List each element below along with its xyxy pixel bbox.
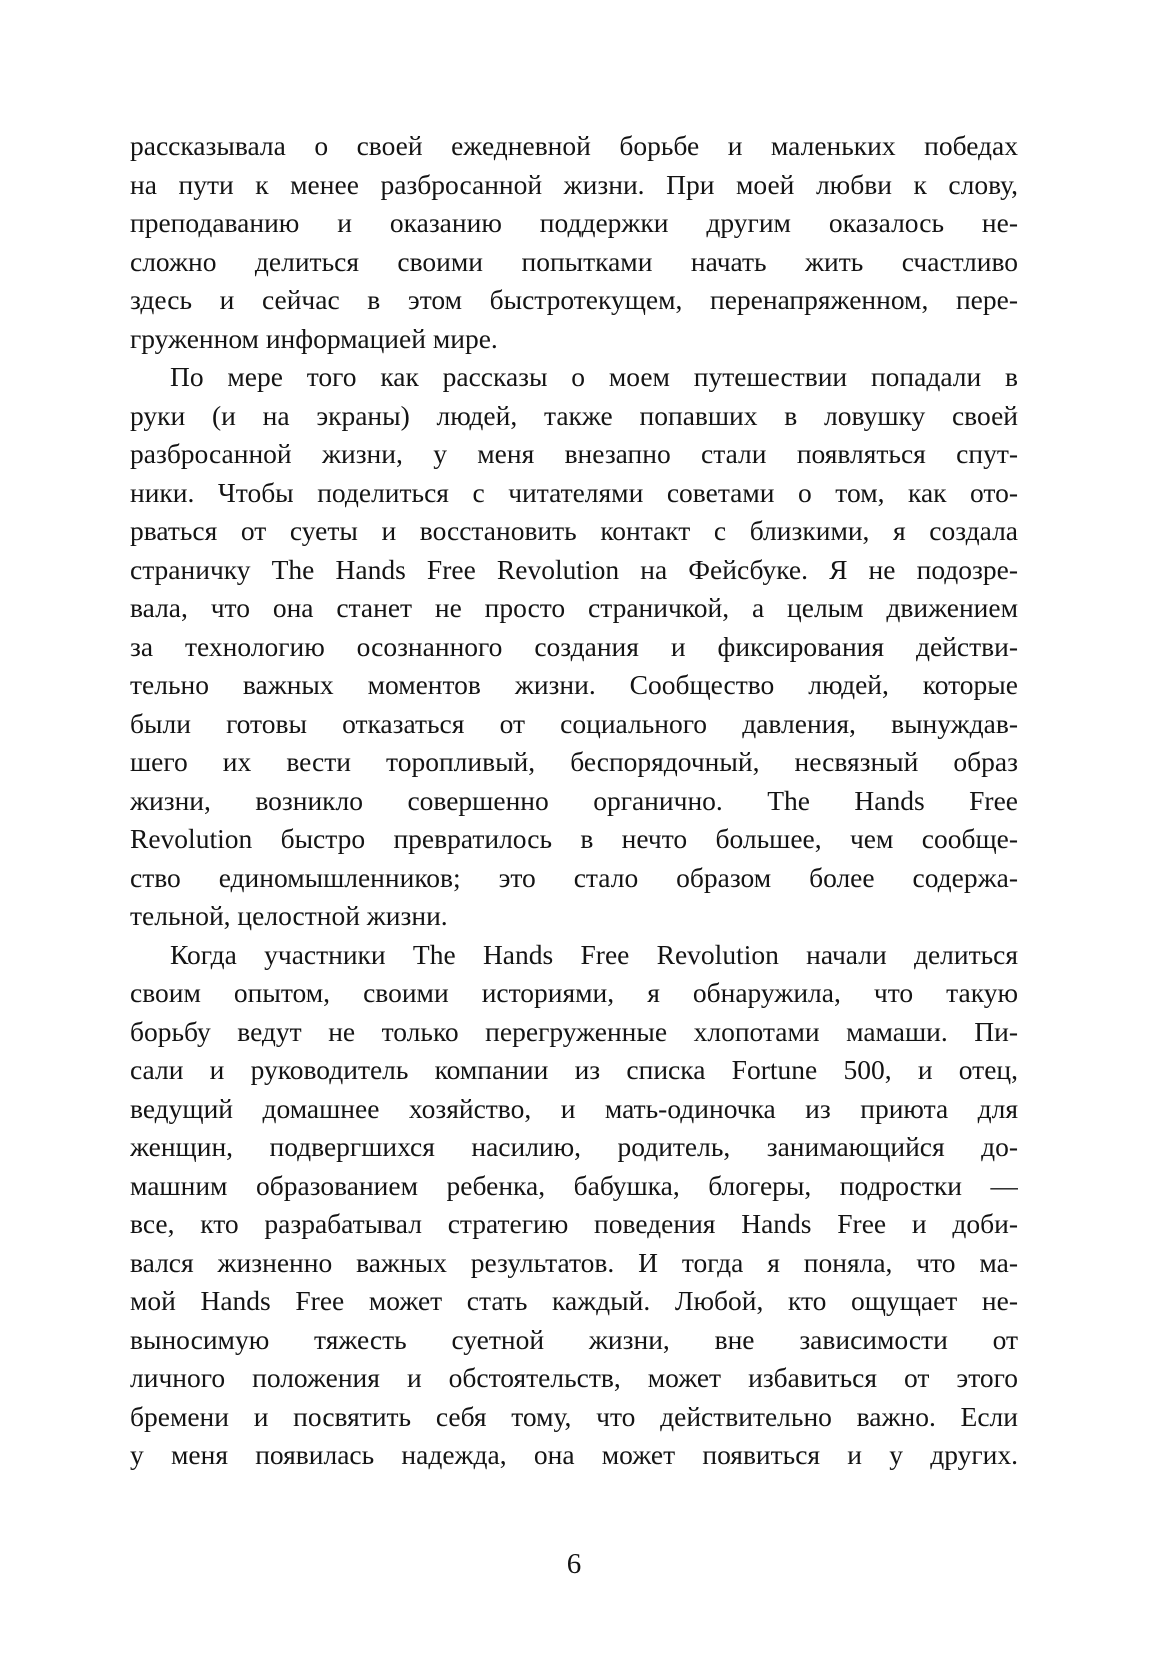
text-line: ведущий домашнее хозяйство, и мать-одиночка из приюта для [130,1092,1018,1124]
text-line: тельно важных моментов жизни. Сообщество людей, которые [130,669,1018,700]
text-line: жизни, возникло совершенно органично. The Hands Free [130,784,1018,816]
paragraph-2 [130,358,1018,936]
text-line: ники. Чтобы поделиться с читателями советами о том, как ото- [130,476,1018,508]
paragraph-1 [130,127,1018,358]
text-line: борьбу ведут не только перегруженные хлопотами мамаши. Пи- [130,1015,1018,1047]
text-line: машним образованием ребенка, бабушка, блогеры, подростки — [130,1169,1018,1201]
text-line: сали и руководитель компании из списка Fortune 500, и отец, [130,1054,1018,1085]
text-line: рассказывала о своей ежедневной борьбе и маленьких победах [130,130,1018,161]
text-line: вала, что она станет не просто страничкой, а целым движением [130,592,1018,623]
text-block [130,127,1018,1475]
text-line: выносимую тяжесть суетной жизни, вне зависимости от [130,1323,1018,1355]
text-line: мой Hands Free может стать каждый. Любой, кто ощущает не- [130,1285,1018,1316]
paragraph-3 [130,936,1018,1475]
text-line: личного положения и обстоятельств, может избавиться от этого [130,1362,1018,1393]
text-line: ство единомышленников; это стало образом более содержа- [130,861,1018,893]
text-line: на пути к менее разбросанной жизни. При моей любви к слову, [130,168,1018,200]
text-line: бремени и посвятить себя тому, что действительно важно. Если [130,1400,1018,1432]
text-line: все, кто разрабатывал стратегию поведения Hands Free и доби- [130,1208,1018,1239]
text-line: руки (и на экраны) людей, также попавших в ловушку своей [130,399,1018,431]
text-line: здесь и сейчас в этом быстротекущем, перенапряженном, пере- [130,284,1018,315]
text-line: у меня появилась надежда, она может появиться и у других. [130,1439,1018,1470]
text-line: Когда участники The Hands Free Revolution начали делиться [170,938,1018,970]
text-line: шего их вести торопливый, беспорядочный, несвязный образ [130,746,1018,777]
page-number: 6 [566,1548,582,1580]
text-line: были готовы отказаться от социального давления, вынуждав- [130,707,1018,739]
text-line: за технологию осознанного создания и фиксирования действи- [130,630,1018,662]
text-line: Revolution быстро превратилось в нечто большее, чем сообще- [130,823,1018,854]
text-line: преподаванию и оказанию поддержки другим оказалось не- [130,207,1018,238]
text-line: груженном информацией мире. [130,322,498,354]
text-line: рваться от суеты и восстановить контакт с близкими, я создала [130,515,1018,546]
text-line: страничку The Hands Free Revolution на Фейсбуке. Я не подозре- [130,553,1018,585]
text-line: женщин, подвергшихся насилию, родитель, занимающийся до- [130,1131,1018,1162]
text-line: вался жизненно важных результатов. И тогда я поняла, что ма- [130,1246,1018,1278]
text-line: тельной, целостной жизни. [130,900,448,931]
text-line: своим опытом, своими историями, я обнаружила, что такую [130,977,1018,1008]
text-line: По мере того как рассказы о моем путешествии попадали в [170,361,1018,392]
text-line: сложно делиться своими попытками начать жить счастливо [130,245,1018,277]
text-line: разбросанной жизни, у меня внезапно стали появляться спут- [130,438,1018,469]
